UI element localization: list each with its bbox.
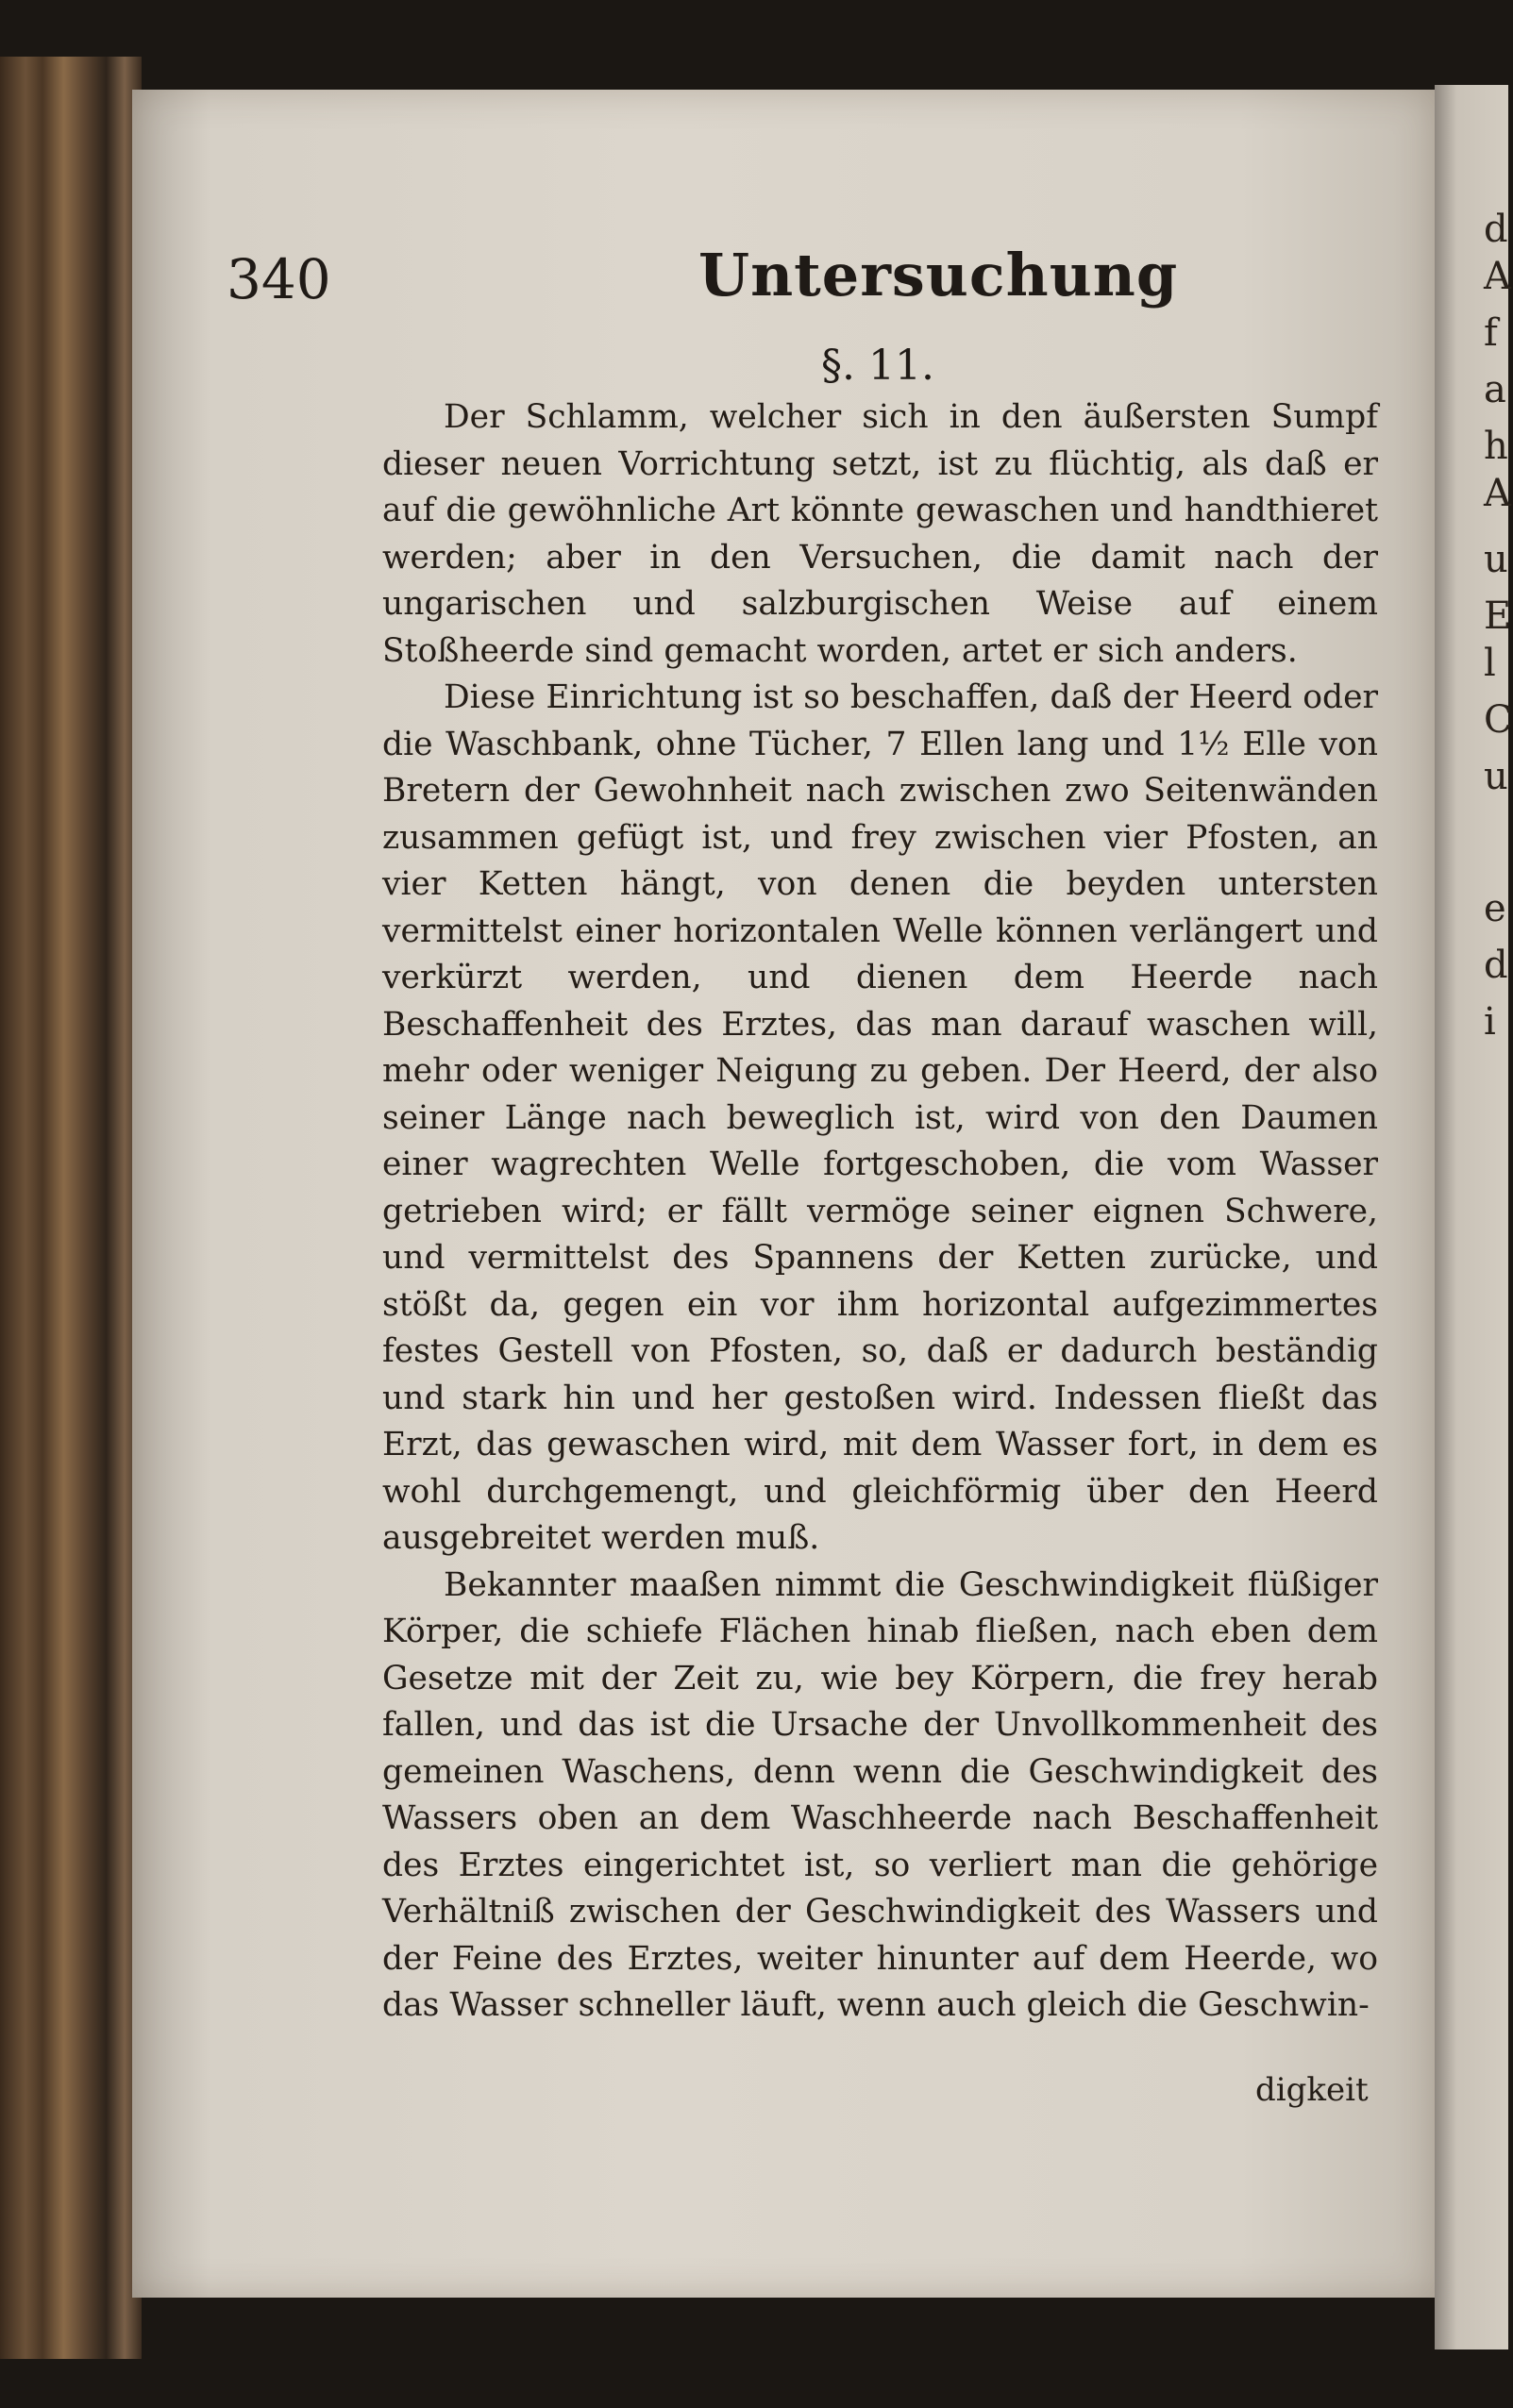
next-page-fragment: h <box>1484 425 1508 468</box>
book-fore-edge <box>0 57 142 2359</box>
next-page-fragment: e <box>1484 887 1506 930</box>
next-page-fragment: A <box>1484 255 1511 298</box>
paragraph: Diese Einrichtung ist so beschaffen, daß der Heerd oder die Waschbank, ohne Tücher, 7 Ellen lang und 1½ Elle von Bretern der Gewohnheit nach zwischen zwo Seitenwänden zusammen gefügt ist, und frey zwischen vier Pfosten, an vier Ketten hängt, von denen die beyden untersten vermittelst einer horizontalen Welle können verlängert und verkürzt werden, und dienen dem Heerde nach Beschaffenheit des Erztes, das man darauf waschen will, mehr oder weniger Neigung zu geben. Der Heerd, der also seiner Länge nach beweglich ist, wird von den Daumen einer wagrechten Welle fortgeschoben, die vom Wasser getrieben wird; er fällt vermöge seiner eignen Schwere, und vermittelst des Spannens der Ketten zurücke, und stößt da, gegen ein vor ihm horizontal aufgezimmertes festes Gestell von Pfosten, so, daß er dadurch beständig und stark hin und her gestoßen wird. Indessen fließt das Erzt, das gewaschen wird, mit dem Wasser fort, in dem es wohl durchgemengt, und gleichförmig über den Heerd ausgebreitet werden muß. <box>382 678 1378 1557</box>
next-page-fragment: E <box>1484 594 1512 638</box>
catchword: digkeit <box>1255 2071 1369 2109</box>
page-number: 340 <box>227 247 331 311</box>
next-page-fragment: d <box>1484 944 1508 987</box>
paragraph: Bekannter maaßen nimmt die Geschwindigkeit flüßiger Körper, die schiefe Flächen hinab fließen, nach eben dem Gesetze mit der Zeit zu, wie bey Körpern, die frey herab fallen, und das ist die Ursache der Unvollkommenheit des gemeinen Waschens, denn wenn die Geschwindigkeit des Wassers oben an dem Waschheerde nach Beschaffenheit des Erztes eingerichtet ist, so verliert man die gehörige Verhältniß zwischen der Geschwindigkeit des Wassers und der Feine des Erztes, weiter hinunter auf dem Heerde, wo das Wasser schneller läuft, wenn auch gleich die Geschwin- <box>382 1565 1378 2024</box>
paragraph: Der Schlamm, welcher sich in den äußersten Sumpf dieser neuen Vorrichtung setzt, ist zu flüchtig, als daß er auf die gewöhnliche Art könnte gewaschen und handthieret werden; aber in den Versuchen, die damit nach der ungarischen und salzburgischen Weise auf einem Stoßheerde sind gemacht worden, artet er sich anders. <box>382 398 1378 670</box>
next-page-fragment: i <box>1484 1000 1496 1044</box>
next-page-fragment: a <box>1484 368 1506 411</box>
next-page-fragment: l <box>1484 642 1496 685</box>
next-page-fragment: A <box>1484 472 1511 515</box>
body-text <box>382 394 1378 2030</box>
section-heading: §. 11. <box>821 342 934 390</box>
next-page-fragment: C <box>1484 698 1513 742</box>
next-page-fragment: u <box>1484 538 1508 581</box>
running-head: Untersuchung <box>698 241 1179 309</box>
next-page-edge <box>1435 85 1513 2349</box>
next-page-fragment: f <box>1484 311 1498 355</box>
next-page-fragment: u <box>1484 755 1508 798</box>
next-page-fragment: d <box>1484 208 1508 251</box>
